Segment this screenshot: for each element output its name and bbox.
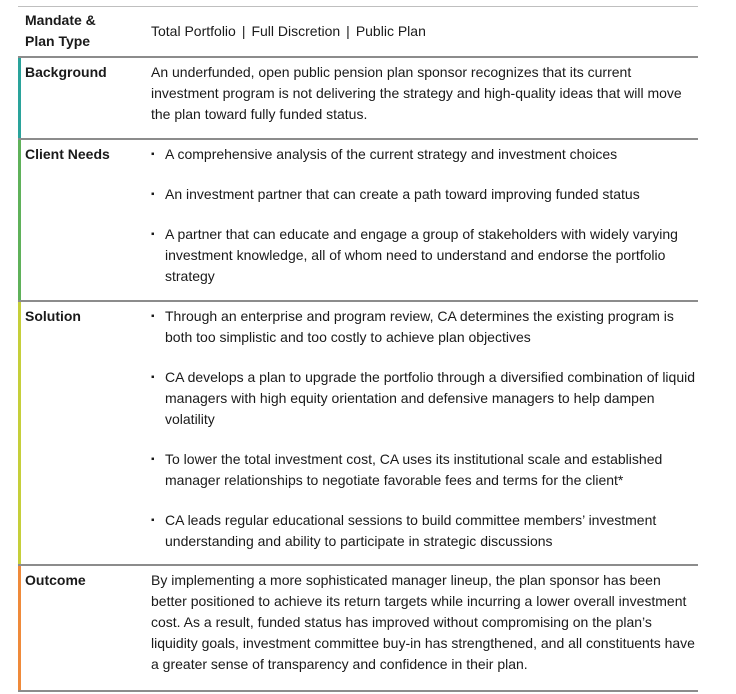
client-needs-row [18, 140, 698, 302]
mandate-row [18, 7, 698, 58]
list-item: ▪ CA leads regular educational sessions to build committee members’ investment understanding and ability to participate in strategic discussions [151, 512, 657, 549]
list-item: ▪ Through an enterprise and program review, CA determines the existing program is both too simplistic and too costly to achieve plan objectives [151, 308, 674, 345]
solution-list [151, 306, 698, 552]
bullet-icon: ▪ [151, 372, 155, 383]
list-item: ▪ An investment partner that can create a path toward improving funded status [151, 184, 698, 205]
bullet-icon: ▪ [151, 189, 155, 200]
background-label: Background [18, 58, 144, 138]
tag-public-plan: Public Plan [355, 23, 426, 39]
solution-label: Solution [18, 302, 144, 564]
outcome-row [18, 566, 698, 692]
bullet-icon: ▪ [151, 149, 155, 160]
client-needs-label: Client Needs [18, 140, 144, 300]
solution-row [18, 302, 698, 566]
bullet-icon: ▪ [151, 229, 155, 240]
solution-content [144, 302, 698, 564]
client-needs-list [151, 144, 698, 287]
list-item: ▪ To lower the total investment cost, CA uses its institutional scale and established manager relationships to negotiate favorable fees and terms for the client* [151, 451, 663, 488]
mandate-label-line1: Mandate & [25, 12, 96, 28]
list-item: ▪ CA develops a plan to upgrade the portfolio through a diversified combination of liquid managers with high equity orientation and defensive managers to help dampen volatility [151, 369, 696, 427]
client-needs-content [144, 140, 698, 300]
list-item: ▪ A comprehensive analysis of the current strategy and investment choices [151, 144, 698, 165]
case-study-table [18, 6, 698, 692]
bullet-icon: ▪ [151, 515, 155, 526]
tag-separator: | [346, 23, 350, 39]
mandate-tags [144, 7, 698, 56]
tag-separator: | [241, 23, 246, 39]
bullet-icon: ▪ [151, 454, 155, 465]
outcome-label: Outcome [18, 566, 144, 690]
list-item: ▪ A partner that can educate and engage a group of stakeholders with widely varying investment knowledge, all of whom need to understand and endorse the portfolio strategy [151, 226, 678, 284]
tag-total-portfolio: Total Portfolio [151, 23, 236, 39]
tag-full-discretion: Full Discretion [251, 23, 341, 39]
outcome-text: By implementing a more sophisticated manager lineup, the plan sponsor has been better positioned to achieve its return targets while incurring a lower overall investment cost. As a result, funded status has improved without compromising on the plan’s liquidity goals, investment committee buy-in has strengthened, and all constituents have a greater sense of transparency and confidence in their plan. [151, 572, 695, 672]
background-text: An underfunded, open public pension plan sponsor recognizes that its current investment program is not delivering the strategy and high-quality ideas that will move the plan toward fully funded status. [151, 64, 682, 122]
mandate-label-line2: Plan Type [25, 33, 91, 49]
bullet-icon: ▪ [151, 311, 155, 322]
background-row [18, 58, 698, 140]
mandate-label [18, 7, 144, 56]
